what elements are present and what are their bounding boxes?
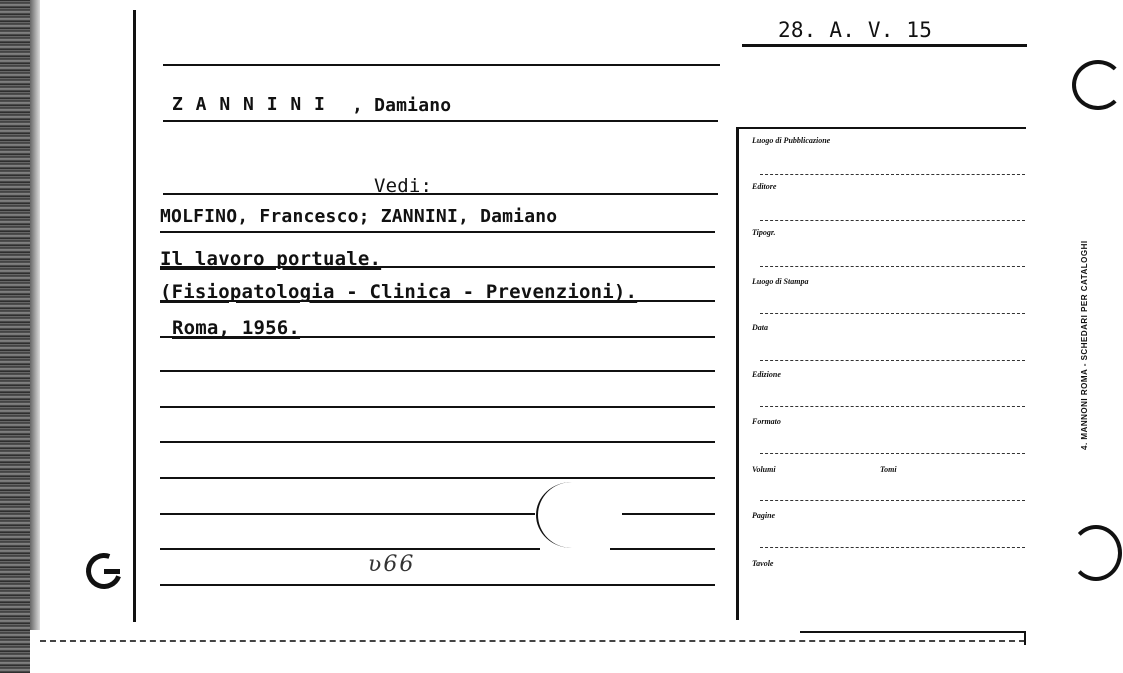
field-tomi: Tomi <box>880 465 897 474</box>
see-reference: Vedi: <box>374 175 433 197</box>
rule-1 <box>163 64 720 66</box>
field-dash-3 <box>760 266 1025 267</box>
shelfmark: 28. A. V. 15 <box>778 18 933 42</box>
field-tavole: Tavole <box>752 559 774 568</box>
field-pagine: Pagine <box>752 511 776 520</box>
rule-14 <box>160 584 715 586</box>
rule-12b <box>622 513 715 515</box>
field-dash-6 <box>760 406 1025 407</box>
rule-11 <box>160 477 715 479</box>
rule-4 <box>160 231 715 233</box>
field-edizione: Edizione <box>752 370 781 379</box>
rule-10 <box>160 441 715 443</box>
handwritten-mark: ʋ66 <box>368 552 416 577</box>
bottom-edge-dashes <box>40 640 1025 642</box>
field-dash-2 <box>760 220 1025 221</box>
scan-left-edge-border <box>30 0 40 630</box>
subtitle-line: (Fisiopatologia - Clinica - Prevenzioni). <box>160 281 638 303</box>
shelfmark-rule <box>742 44 1027 47</box>
field-dash-5 <box>760 360 1025 361</box>
rule-13a <box>160 548 540 550</box>
field-box-top <box>736 127 1026 129</box>
field-luogo-pubblicazione: Luogo di Pubblicazione <box>752 136 831 145</box>
printer-imprint: 4. MANNONI ROMA - SCHEDARI PER CATALOGHI <box>1080 240 1089 450</box>
field-dash-1 <box>760 174 1025 175</box>
field-editore: Editore <box>752 182 777 191</box>
rule-13b <box>610 548 715 550</box>
scan-left-edge <box>0 0 30 673</box>
title-line: Il lavoro portuale. <box>160 248 382 270</box>
field-tipogr: Tipogr. <box>752 228 776 237</box>
punch-hole <box>536 482 608 548</box>
bottom-right-corner <box>1024 631 1026 645</box>
field-volumi: Volumi <box>752 465 776 474</box>
heading-given-name: , Damiano <box>352 95 452 116</box>
field-dash-8 <box>760 500 1025 501</box>
field-dash-7 <box>760 453 1025 454</box>
imprint-line: Roma, 1956. <box>172 317 301 339</box>
field-dash-9 <box>760 547 1025 548</box>
field-data: Data <box>752 323 768 332</box>
heading-surname: Z A N N I N I <box>172 94 326 115</box>
field-dash-4 <box>760 313 1025 314</box>
field-formato: Formato <box>752 417 781 426</box>
right-hole-bottom <box>1070 525 1122 581</box>
rule-9 <box>160 406 715 408</box>
rule-12a <box>160 513 535 515</box>
right-hole-top <box>1072 60 1123 110</box>
left-margin-rule <box>133 10 136 622</box>
field-luogo-stampa: Luogo di Stampa <box>752 277 809 286</box>
g-mark-bar <box>104 569 120 574</box>
rule-3 <box>163 193 718 195</box>
rule-8 <box>160 370 715 372</box>
bottom-right-rule <box>800 631 1025 633</box>
rule-2 <box>163 120 718 122</box>
author-line: MOLFINO, Francesco; ZANNINI, Damiano <box>160 206 558 227</box>
field-box-border <box>736 128 739 620</box>
